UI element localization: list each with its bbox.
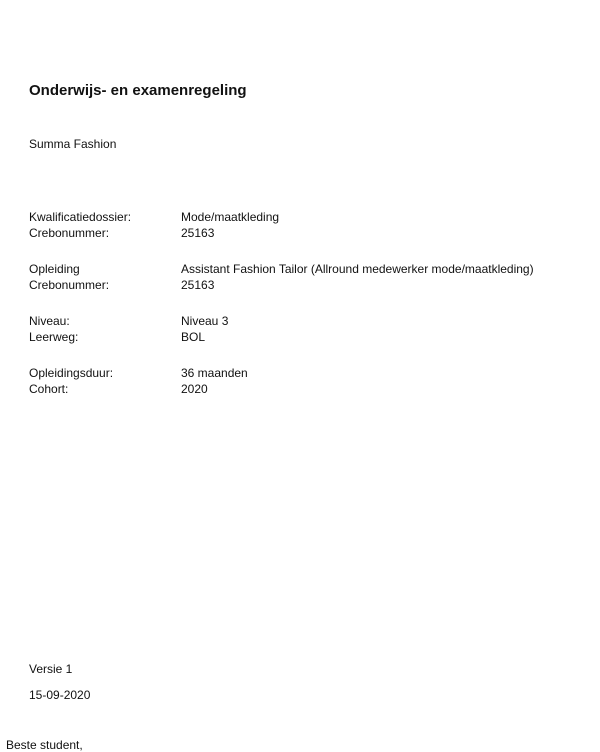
field-label: Leerweg: bbox=[29, 329, 79, 344]
field-value: 25163 bbox=[181, 277, 215, 292]
field-value: BOL bbox=[181, 329, 206, 344]
field-label: Opleidingsduur: bbox=[29, 366, 114, 380]
field-value: Assistant Fashion Tailor (Allround medewerker mode/maatkleding) bbox=[181, 262, 534, 276]
field-label: Kwalificatiedossier: bbox=[29, 210, 132, 224]
field-value: Mode/maatkleding bbox=[181, 210, 280, 224]
field-group-duration bbox=[29, 366, 589, 397]
field-row-level bbox=[29, 314, 589, 330]
field-group-level bbox=[29, 314, 589, 345]
field-label: Cohort: bbox=[29, 381, 69, 396]
field-row-crebo-number bbox=[29, 278, 589, 294]
document-date: 15-09-2020 bbox=[29, 688, 91, 702]
letter-greeting: Beste student, bbox=[6, 738, 83, 752]
field-label: Crebonummer: bbox=[29, 277, 110, 292]
field-value: 36 maanden bbox=[181, 366, 248, 380]
field-row-duration bbox=[29, 366, 589, 382]
field-label: Niveau: bbox=[29, 314, 70, 328]
field-row-learning-path bbox=[29, 330, 589, 346]
document-title: Onderwijs- en examenregeling bbox=[29, 82, 247, 99]
field-row-qualification-dossier bbox=[29, 210, 589, 226]
organization-name: Summa Fashion bbox=[29, 137, 117, 151]
field-row-program bbox=[29, 262, 589, 278]
field-value: Niveau 3 bbox=[181, 314, 229, 328]
field-row-cohort bbox=[29, 382, 589, 398]
field-row-crebo-number bbox=[29, 226, 589, 242]
field-group-qualification bbox=[29, 210, 589, 241]
field-group-program bbox=[29, 262, 589, 293]
field-label: Crebonummer: bbox=[29, 225, 110, 240]
field-value: 25163 bbox=[181, 225, 215, 240]
document-version: Versie 1 bbox=[29, 662, 73, 676]
field-label: Opleiding bbox=[29, 262, 80, 276]
field-value: 2020 bbox=[181, 381, 208, 396]
metadata-fields bbox=[29, 210, 589, 418]
